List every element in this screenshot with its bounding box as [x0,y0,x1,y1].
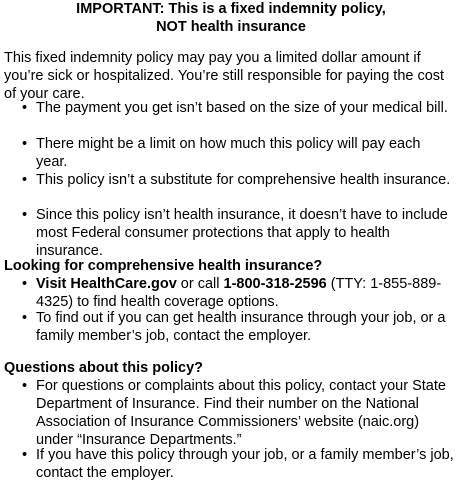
list-item [24,377,454,449]
list-item-text: To find out if you can get health insurance through your job, or a family member’s job, contact the employer. [36,310,446,344]
bullet-icon: • [22,172,28,188]
healthcare-gov-link[interactable]: Visit HealthCare.gov [36,276,177,292]
bullet-icon: • [22,310,28,326]
list-item-text: For questions or complaints about this policy, contact your State Department of Insurance. Find their number on the National Association of Insurance Commissioners’ website (naic.org) under “Insurance Departments.” [36,378,446,448]
intro-paragraph: This fixed indemnity policy may pay you a limited dollar amount if you’re sick or hospitalized. You’re still responsible for paying the cost of your care. [4,50,445,102]
notice-title [0,0,462,36]
list-item [24,135,454,171]
or-call-text: or call [176,276,224,292]
list-item [24,446,454,482]
phone-number[interactable]: 1-800-318-2596 [223,276,327,292]
bullet-icon: • [22,276,28,292]
bullet-icon: • [22,378,28,394]
list-item [24,309,454,345]
list-item-text [36,275,454,311]
list-item-text: The payment you get isn’t based on the size of your medical bill. [36,100,448,116]
list-item-text: If you have this policy through your job, or a family member’s job, contact the employer. [36,447,454,481]
bullet-icon: • [22,100,28,116]
comprehensive-heading: Looking for comprehensive health insurance? [4,258,323,274]
list-item-text: This policy isn’t a substitute for comprehensive health insurance. [36,172,451,188]
title-line-1: IMPORTANT: This is a fixed indemnity policy, [76,1,386,17]
questions-heading: Questions about this policy? [4,360,203,376]
bullet-icon: • [22,447,28,463]
list-item [24,99,454,117]
list-item [24,206,454,260]
list-item [24,275,454,311]
bullet-icon: • [22,207,28,223]
list-item [24,171,454,189]
title-line-2: NOT health insurance [156,19,306,35]
bullet-icon: • [22,136,28,152]
list-item-text: Since this policy isn’t health insurance, it doesn’t have to include most Federal consumer protections that apply to health insurance. [36,207,448,259]
list-item-text: There might be a limit on how much this policy will pay each year. [36,136,421,170]
tty-text: (TTY: 1-855-889-4325) to find health coverage options. [36,276,442,310]
